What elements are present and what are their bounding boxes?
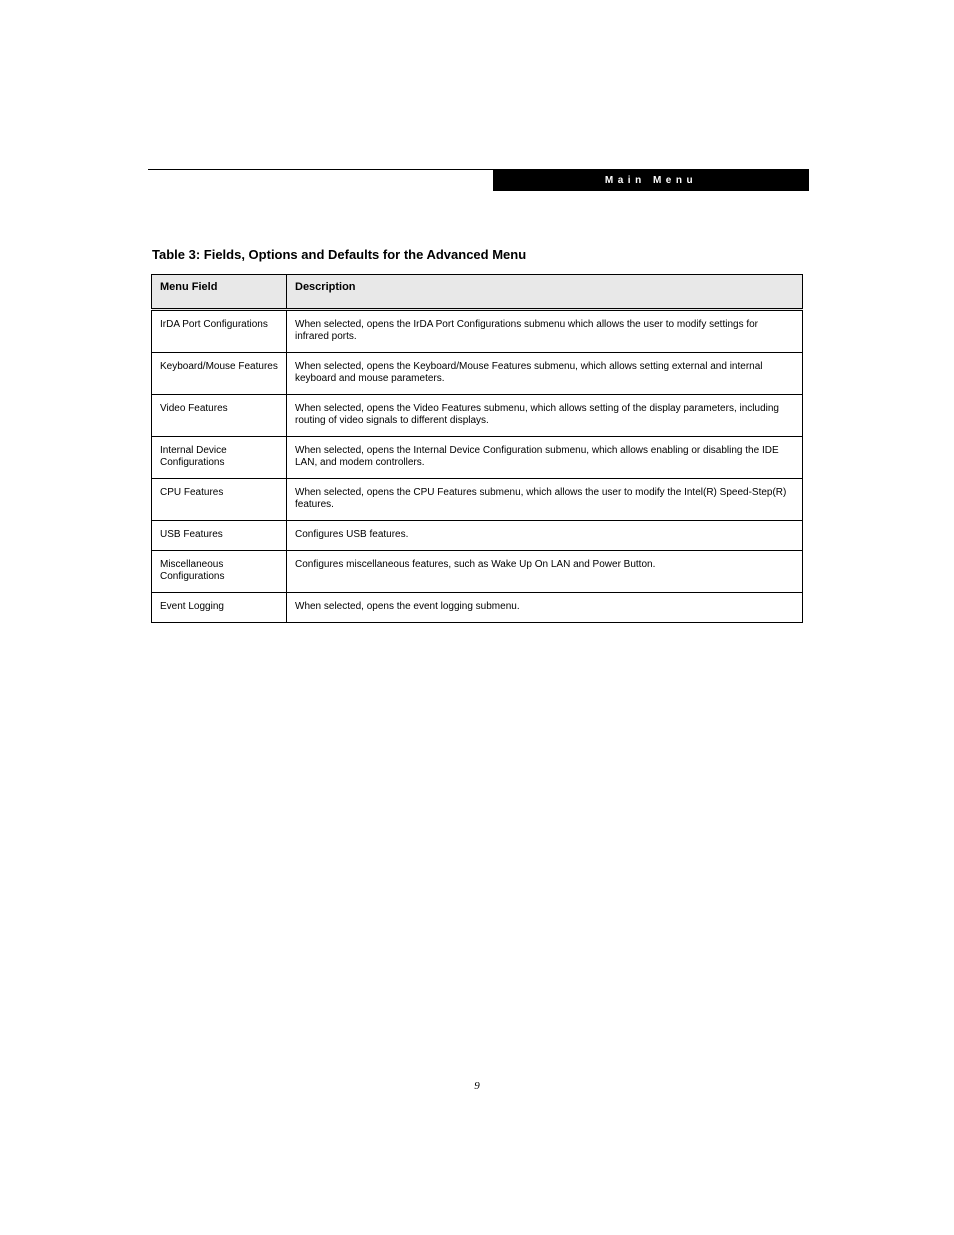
table-row (152, 551, 803, 593)
table-row (152, 479, 803, 521)
column-header-menu-field: Menu Field (152, 275, 287, 310)
table-row (152, 521, 803, 551)
column-header-description: Description (287, 275, 803, 310)
description-cell: When selected, opens the Keyboard/Mouse Features submenu, which allows setting external and internal keyboard and mouse parameters. (287, 353, 803, 395)
page-number: 9 (474, 1080, 480, 1092)
table-row (152, 395, 803, 437)
section-header-bar (493, 170, 809, 191)
menu-field-cell: Miscellaneous Configurations (152, 551, 287, 593)
table-row (152, 353, 803, 395)
menu-field-cell: Video Features (152, 395, 287, 437)
table-caption: Table 3: Fields, Options and Defaults for the Advanced Menu (152, 247, 527, 262)
menu-field-cell: USB Features (152, 521, 287, 551)
table-row (152, 593, 803, 623)
menu-field-cell: Internal Device Configurations (152, 437, 287, 479)
description-cell: When selected, opens the event logging submenu. (287, 593, 803, 623)
menu-field-cell: Keyboard/Mouse Features (152, 353, 287, 395)
description-cell: When selected, opens the Video Features submenu, which allows setting of the display parameters, including routing of video signals to different displays. (287, 395, 803, 437)
menu-field-cell: IrDA Port Configurations (152, 310, 287, 353)
description-cell: When selected, opens the IrDA Port Configurations submenu which allows the user to modify settings for infrared ports. (287, 310, 803, 353)
advanced-menu-table (151, 274, 803, 623)
table-header-row (152, 275, 803, 310)
table-row (152, 310, 803, 353)
description-cell: When selected, opens the CPU Features submenu, which allows the user to modify the Intel(R) Speed-Step(R) features. (287, 479, 803, 521)
description-cell: Configures miscellaneous features, such as Wake Up On LAN and Power Button. (287, 551, 803, 593)
menu-field-cell: CPU Features (152, 479, 287, 521)
section-title: Main Menu (604, 175, 698, 186)
description-cell: Configures USB features. (287, 521, 803, 551)
description-cell: When selected, opens the Internal Device Configuration submenu, which allows enabling or disabling the IDE LAN, and modem controllers. (287, 437, 803, 479)
menu-field-cell: Event Logging (152, 593, 287, 623)
table-row (152, 437, 803, 479)
